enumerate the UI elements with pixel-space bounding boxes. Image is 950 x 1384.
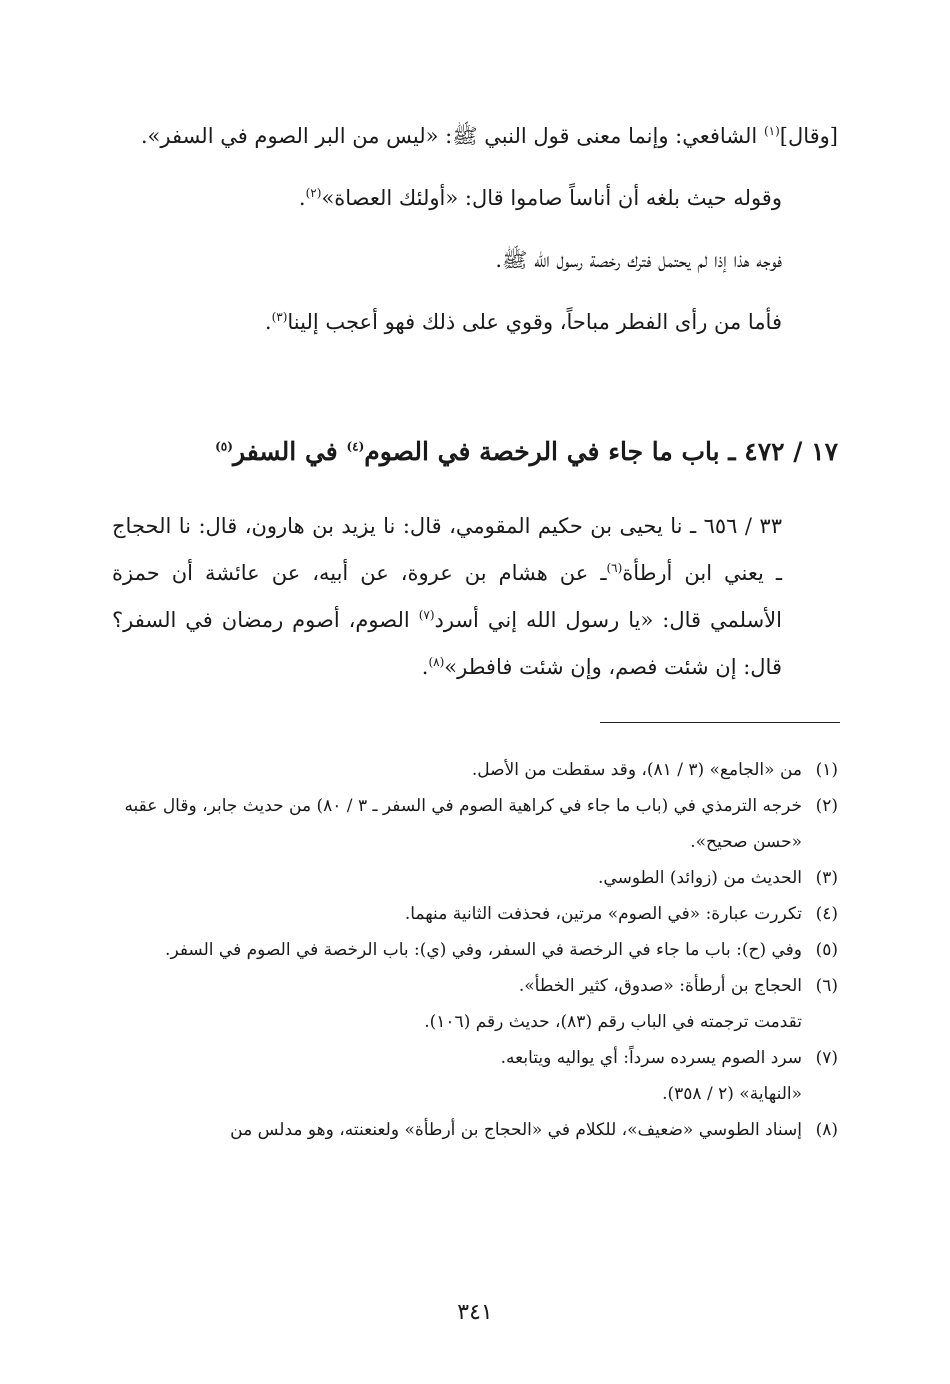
footnote-text: إسناد الطوسي «ضعيف»، للكلام في «الحجاج بن أرطأة» ولعنعنته، وهو مدلس من: [230, 1120, 802, 1140]
footnote-ref[interactable]: (٨): [428, 655, 445, 669]
footnote-number: (٨): [815, 1120, 838, 1140]
footnote-6: [112, 968, 838, 1040]
footnote-ref[interactable]: (٣): [271, 310, 288, 324]
footnote-ref[interactable]: (٧): [418, 608, 435, 622]
footnote-text: سرد الصوم يسرده سرداً: أي يواليه ويتابعه.: [500, 1048, 802, 1068]
footnotes: [112, 752, 838, 1148]
footnote-separator: [600, 722, 840, 723]
footnote-2: [112, 788, 838, 860]
paragraph-usat: [112, 174, 838, 222]
footnote-text: الحديث من (زوائد) الطوسي.: [598, 868, 802, 888]
paragraph-text: فأما من رأى الفطر مباحاً، وقوي على ذلك فهو أعجب إلينا: [287, 310, 782, 334]
footnote-ref[interactable]: (٥): [215, 439, 233, 454]
heading-text: ١٧ / ٤٧٢ ـ باب ما جاء في الرخصة في الصوم: [364, 437, 838, 466]
chapter-heading: [112, 432, 838, 472]
paragraph-text: .: [298, 186, 306, 210]
footnote-ref[interactable]: (١): [763, 124, 780, 138]
footnote-1: [112, 752, 838, 788]
footnote-text-continued: «النهاية» (٢ / ٣٥٨).: [662, 1084, 802, 1104]
main-text: [112, 112, 838, 346]
footnote-number: (٦): [815, 976, 838, 996]
paragraph-text: وقوله حيث بلغه أن أناساً صاموا قال: «أولئك العصاة»: [321, 186, 782, 210]
footnote-text-continued: تقدمت ترجمته في الباب رقم (٨٣)، حديث رقم (١٠٦).: [424, 1012, 802, 1032]
footnote-7: [112, 1040, 838, 1112]
hadith-matn: .: [421, 655, 429, 679]
footnote-text: خرجه الترمذي في (باب ما جاء في كراهية الصوم في السفر ـ ٣ / ٨٠) من حديث جابر، وقال عقبه «حسن صحيح».: [124, 796, 802, 852]
paragraph-rukhsa: فوجه هذا إذا لم يحتمل فترك رخصة رسول الله ﷺ.: [495, 248, 782, 272]
footnote-number: (٧): [815, 1048, 838, 1068]
hadith-chain: ٣٣ / ٦٥٦ ـ نا يحيى بن حكيم المقومي، قال: نا يزيد بن هارون، قال: نا الحجاج ـ يعني ابن أرطأة: [112, 514, 782, 585]
footnote-text: الحجاج بن أرطأة: «صدوق، كثير الخطأ».: [518, 976, 802, 996]
footnote-3: [112, 860, 838, 896]
footnote-text: وفي (ح): باب ما جاء في الرخصة في السفر، وفي (ي): باب الرخصة في الصوم في السفر.: [165, 940, 802, 960]
footnote-number: (٢): [815, 796, 838, 816]
paragraph-text: [وقال]: [779, 124, 838, 148]
footnote-4: [112, 896, 838, 932]
footnote-ref[interactable]: (٤): [346, 439, 365, 454]
hadith-matn: الصوم، أصوم رمضان في السفر؟ قال: إن شئت فصم، وإن شئت فافطر»: [112, 608, 782, 679]
heading-text: في السفر: [232, 437, 347, 466]
hadith-chain: ـ عن هشام بن عروة، عن أبيه، عن عائشة أن حمزة الأسلمي قال: «يا رسول الله إني أسرد: [112, 561, 782, 632]
footnote-number: (٥): [815, 940, 838, 960]
hadith-text: [112, 503, 838, 691]
paragraph-text: الشافعي: وإنما معنى قول النبي ﷺ: «ليس من البر الصوم في السفر».: [140, 124, 764, 148]
footnote-5: [112, 932, 838, 968]
paragraph-shafii: [112, 112, 838, 160]
footnote-ref[interactable]: (٦): [606, 561, 623, 575]
paragraph-text: .: [264, 310, 272, 334]
page-number: ٣٤١: [457, 1300, 493, 1325]
footnote-text: من «الجامع» (٣ / ٨١)، وقد سقطت من الأصل.: [471, 760, 802, 780]
footnote-number: (٣): [815, 868, 838, 888]
footnote-number: (١): [815, 760, 838, 780]
footnote-ref[interactable]: (٢): [305, 186, 322, 200]
footnote-number: (٤): [815, 904, 838, 924]
hadith-paragraph: [112, 503, 838, 691]
footnote-8: [112, 1112, 838, 1148]
paragraph-fitr: [112, 298, 838, 346]
footnote-text: تكررت عبارة: «في الصوم» مرتين، فحذفت الثانية منهما.: [404, 904, 802, 924]
